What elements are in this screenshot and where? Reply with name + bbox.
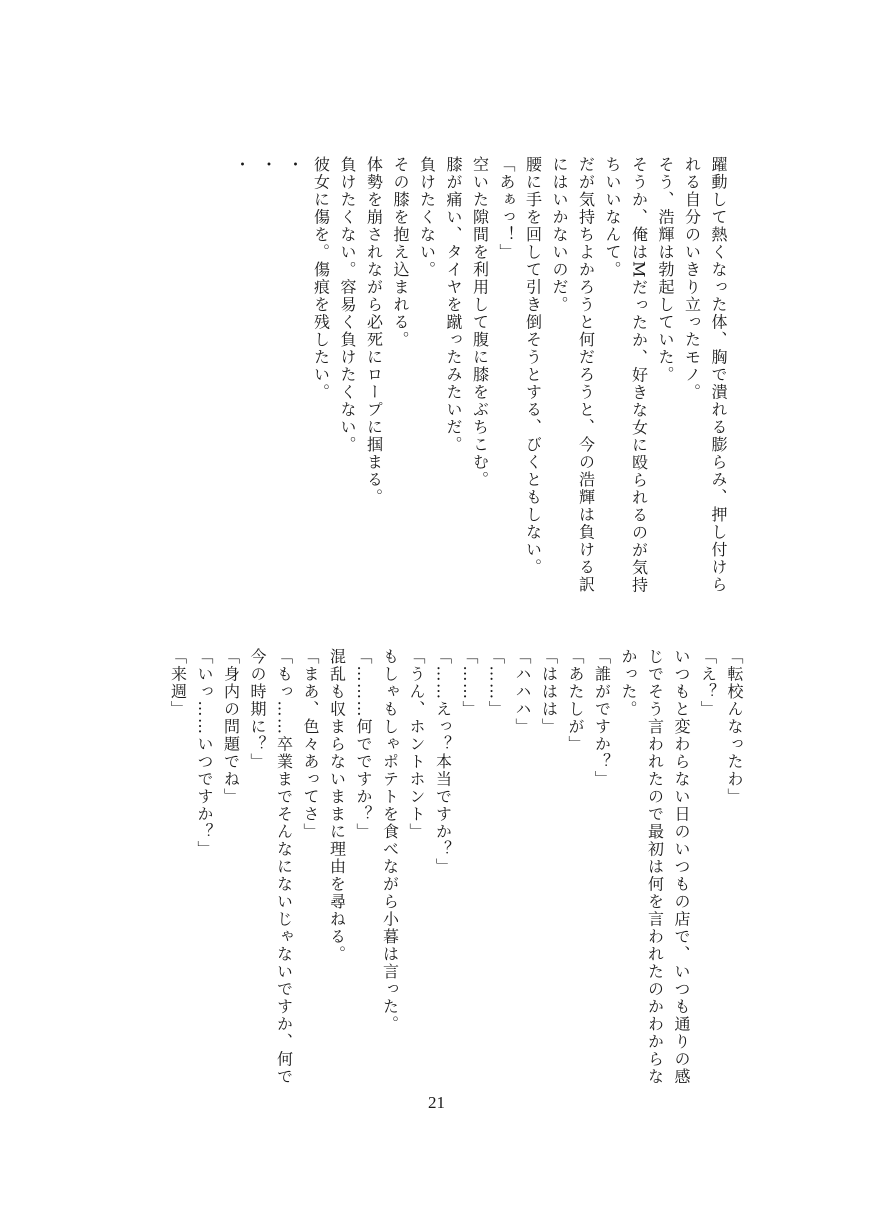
text-line: 「転校んなったわ」 [725, 648, 744, 806]
text-line: かった。 [619, 648, 638, 718]
text-line: 「……えっ？本当ですか？」 [433, 648, 453, 876]
text-line: 「うん、ホントホント」 [407, 648, 426, 841]
text-line: 混乱も収まらないままに理由を尋ねる。 [327, 648, 347, 963]
text-line: 「まあ、色々あってさ」 [301, 648, 320, 841]
text-line: 体勢を崩されながら必死にロープに掴まる。 [364, 156, 384, 506]
text-line: 「いっ……いつですか？」 [195, 648, 214, 858]
text-line: そうか、俺はMだったか、好きな女に殴られるのが気持 [629, 156, 649, 594]
text-line: じでそう言われたので最初は何を言われたのかわからな [645, 648, 665, 1086]
text-line: 「……」 [460, 648, 479, 718]
scene-break-dot: ・ [285, 156, 304, 174]
text-line: もしゃもしゃポテトを食べながら小暮は言った。 [380, 648, 400, 1033]
text-line: 彼女に傷を。傷痕を残したい。 [311, 156, 331, 401]
text-line: 躍動して熱くなった体、胸で潰れる膨らみ、押し付けら [709, 156, 728, 594]
text-line: 負けたくない。 [417, 156, 437, 279]
upper-text-block [228, 156, 732, 596]
text-line: 負けたくない。容易く負けたくない。 [338, 156, 357, 454]
text-line: れる自分のいきり立ったモノ。 [682, 156, 702, 401]
text-line: 「………何でですか？」 [354, 648, 373, 841]
text-line: 「え？」 [698, 648, 718, 718]
text-line: 「ははは」 [539, 648, 559, 736]
text-line: にはいかないのだ。 [550, 156, 569, 314]
scene-break-dot: ・ [232, 156, 251, 174]
text-line: いつもと変わらない日のいつもの店で、いつも通りの感 [672, 648, 691, 1086]
text-line: 「……」 [486, 648, 506, 718]
text-line: 膝が痛い、タイヤを蹴ったみたいだ。 [444, 156, 463, 454]
text-line: 「ハハハ」 [513, 648, 532, 736]
text-line: 「あたしが」 [566, 648, 585, 753]
text-line: 「誰がですか？」 [592, 648, 612, 788]
text-line: 「身内の問題でね」 [221, 648, 241, 806]
text-line: ちいいなんて。 [603, 156, 622, 279]
text-line: 「あぁっ！」 [497, 156, 516, 261]
text-line: 「もっ……卒業までそんなにないじゃないですか、何で [274, 648, 294, 1086]
text-line: そう、浩輝は勃起していた。 [656, 156, 675, 384]
text-line: だが気持ちよかろうと何だろうと、今の浩輝は負ける訳 [576, 156, 596, 594]
scene-break-dot: ・ [258, 156, 278, 174]
text-line: その膝を抱え込まれる。 [391, 156, 410, 349]
text-line: 「来週」 [168, 648, 188, 718]
text-line: 今の時期に？」 [248, 648, 267, 771]
text-line: 腰に手を回して引き倒そうとする、びくともしない。 [523, 156, 543, 576]
text-line: 空いた隙間を利用して腹に膝をぶちこむ。 [470, 156, 490, 489]
lower-text-block [164, 648, 747, 1088]
page-number: 21 [428, 1093, 445, 1112]
